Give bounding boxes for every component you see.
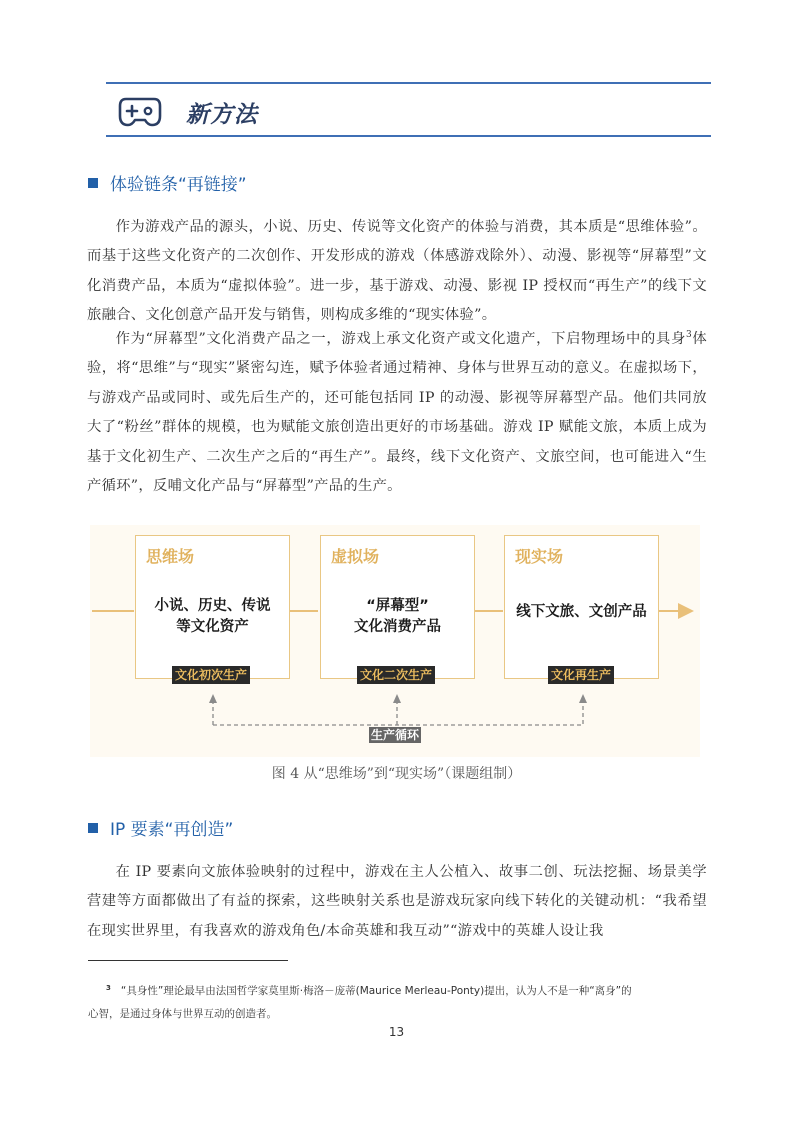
- header-bottom-rule: [106, 135, 711, 137]
- square-bullet-icon: [88, 178, 98, 188]
- stage-tag: 文化再生产: [548, 666, 614, 684]
- text-line: 品。他们共同放大了“粉丝”群体的规模，也为赋能文旅创造出更好的市场基础。游戏 IP 赋: [87, 389, 708, 436]
- stage-tag: 文化初次生产: [172, 666, 250, 684]
- cycle-arrowhead: [579, 694, 587, 703]
- section-heading: [88, 170, 247, 195]
- section-heading: [88, 815, 233, 840]
- footnote-text: 心智，是通过身体与世界互动的创造者。: [88, 1008, 277, 1020]
- header-top-rule: [106, 82, 711, 84]
- stage-heading: 虚拟场: [331, 547, 380, 566]
- stage-content: [136, 596, 289, 638]
- text-line: “我希望在现实世界里，有我喜欢的游戏角色/本命英雄和我互动”“游戏中的英雄人设让我: [87, 893, 707, 939]
- paragraph: [87, 213, 707, 331]
- footnote-text: “具身性”理论最早由法国哲学家莫里斯·梅洛－庞蒂(Maurice Merleau-Ponty)提出，认为人不是一种“离身”的: [120, 985, 632, 997]
- stage-content: [321, 596, 474, 638]
- paragraph: [87, 858, 707, 946]
- footnote-ref[interactable]: 3: [685, 330, 692, 341]
- text-line: 在 IP 要素向文旅体验映射的过程中，游戏在主人公植入、故事二创、玩法挖掘、场景: [115, 864, 678, 880]
- stage-box-thinking: [135, 535, 290, 679]
- text-line: 文旅空间，也可能进入“生产循环”，反哺文化产品与“屏幕型”产品的生产。: [87, 448, 707, 495]
- stage-content: [505, 602, 658, 623]
- square-bullet-icon: [88, 823, 98, 833]
- text-line: 美学营建等方面都做出了有益的探索，这些映射关系也是游戏玩家向线下转化的关键动机：: [87, 864, 707, 910]
- text-line: 体验，将“思维”与“现实”紧密勾连，赋予体验者通过精神、身体与世界互动的意义。在: [87, 331, 707, 377]
- stage-tag: 文化二次生产: [357, 666, 435, 684]
- header-title: 新方法: [186, 102, 258, 128]
- stage-text-line: 文化消费产品: [354, 619, 441, 635]
- figure-caption: 图 4 从“思维场”到“现实场”（课题组制）: [271, 766, 522, 782]
- stage-box-virtual: [320, 535, 475, 679]
- section-title: 体验链条“再链接”: [110, 175, 247, 195]
- stage-text-line: 等文化资产: [176, 619, 249, 635]
- text-line: 验”。而基于这些文化资产的二次创作、开发形成的游戏（体感游戏除外）、动漫、影视等: [87, 219, 707, 265]
- footnote-marker: 3: [106, 984, 111, 992]
- cycle-arrowhead: [393, 694, 401, 703]
- cycle-arrowhead: [209, 694, 217, 703]
- text-line: 作为游戏产品的源头，小说、历史、传说等文化资产的体验与消费，其本质是“思维体: [115, 219, 670, 235]
- gamepad-icon: [118, 96, 162, 128]
- section-title: IP 要素“再创造”: [110, 820, 234, 840]
- cycle-loop-line: [213, 700, 583, 725]
- paragraph: [87, 325, 707, 501]
- footnote-continued: [88, 1001, 708, 1028]
- text-line: 生产”的线下文旅融合、文化创意产品开发与销售，则构成多维的“现实体验”。: [87, 277, 707, 324]
- stage-box-reality: [504, 535, 659, 679]
- stage-text-line: 小说、历史、传说: [154, 598, 271, 614]
- cycle-label: 生产循环: [371, 728, 420, 742]
- stage-heading: 思维场: [146, 547, 195, 566]
- stage-text-line: 线下文旅、文创产品: [516, 604, 647, 620]
- stage-heading: 现实场: [515, 547, 564, 566]
- footnote-rule: [88, 960, 288, 961]
- page-number: 13: [388, 1025, 405, 1039]
- text-line: 作为“屏幕型”文化消费产品之一，游戏上承文化资产或文化遗产，下启物理场中的具: [115, 331, 671, 347]
- text-line: 虚拟场下，与游戏产品或同时、或先后生产的，还可能包括同 IP 的动漫、影视等屏幕型产: [87, 360, 707, 406]
- text-line: “屏幕型”文化消费产品，本质为“虚拟体验”。进一步，基于游戏、动漫、影视 IP 授权而“再: [87, 248, 708, 294]
- text-line: 能文旅，本质上成为基于文化初生产、二次生产之后的“再生产”。最终，线下文化资产、: [87, 419, 707, 465]
- figure-diagram: [90, 525, 700, 757]
- stage-text-line: “屏幕型”: [366, 598, 429, 614]
- text-line: 身: [670, 331, 686, 347]
